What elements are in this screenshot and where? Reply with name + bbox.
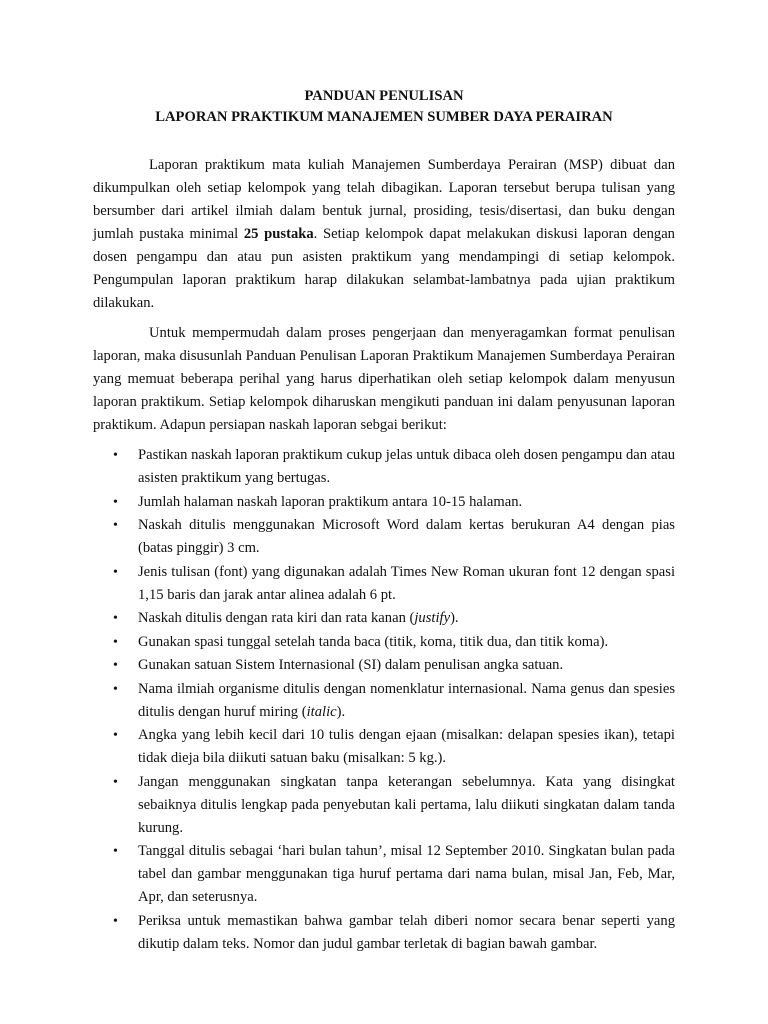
list-item <box>93 724 675 770</box>
list-item-text-b: ). <box>450 610 459 626</box>
list-item <box>93 491 675 514</box>
paragraph-1-bold: 25 pustaka <box>243 226 314 242</box>
list-item-text: Gunakan satuan Sistem Internasional (SI) dalam penulisan angka satuan. <box>138 657 564 673</box>
list-item-text: Jenis tulisan (font) yang digunakan adalah Times New Roman ukuran font 12 dengan spasi 1,15 baris dan jarak antar alinea adalah 6 pt. <box>138 563 675 603</box>
paragraph-1-text-b: . Setiap kelompok dapat melakukan diskusi laporan dengan dosen pengampu dan atau pun asisten praktikum yang mendampingi di setiap kelompok. Pengumpulan laporan praktikum harap dilakukan selambat-lambatnya pada ujian praktikum dilakukan. <box>93 226 675 311</box>
guideline-list <box>93 444 675 956</box>
list-item <box>93 631 675 654</box>
list-item <box>93 910 675 956</box>
bullet-icon: • <box>113 728 118 743</box>
bullet-icon: • <box>113 564 118 580</box>
list-item-text: Tanggal ditulis sebagai ‘hari bulan tahun’, misal 12 September 2010. Singkatan bulan pada tabel dan gambar menggunakan tiga huruf pertama dari nama bulan, misal Jan, Feb, Mar, Apr, dan seterusnya. <box>138 843 675 905</box>
list-item-italic: italic <box>306 703 337 720</box>
list-item-text-b: ). <box>336 703 346 720</box>
title-line-2: LAPORAN PRAKTIKUM MANAJEMEN SUMBER DAYA PERAIRAN <box>155 109 613 125</box>
bullet-icon: • <box>113 658 118 673</box>
list-item <box>93 840 675 909</box>
bullet-icon: • <box>113 518 118 533</box>
list-item-text: Pastikan naskah laporan praktikum cukup jelas untuk dibaca oleh dosen pengampu dan atau asisten praktikum yang bertugas. <box>138 447 675 486</box>
list-item <box>93 607 675 630</box>
list-item <box>93 444 675 490</box>
list-item-text: Gunakan spasi tunggal setelah tanda baca (titik, koma, titik dua, dan titik koma). <box>138 633 609 650</box>
bullet-icon: • <box>113 913 118 929</box>
list-item-text: Jumlah halaman naskah laporan praktikum antara 10-15 halaman. <box>138 493 523 510</box>
list-item <box>93 561 675 607</box>
list-item-text: Naskah ditulis menggunakan Microsoft Word dalam kertas berukuran A4 dengan pias (batas pinggir) 3 cm. <box>138 517 675 556</box>
paragraph-1 <box>93 154 675 315</box>
bullet-icon: • <box>113 448 118 463</box>
list-item <box>93 678 675 724</box>
bullet-icon: • <box>113 611 118 626</box>
list-item-text-a: Nama ilmiah organisme ditulis dengan nomenklatur internasional. Nama genus dan spesies ditulis dengan huruf miring ( <box>138 680 675 720</box>
list-item-text: Angka yang lebih kecil dari 10 tulis dengan ejaan (misalkan: delapan spesies ikan), tetapi tidak dieja bila diikuti satuan baku (misalkan: 5 kg.). <box>138 727 675 766</box>
list-item <box>93 771 675 840</box>
list-item-text: Jangan menggunakan singkatan tanpa keterangan sebelumnya. Kata yang disingkat sebaiknya ditulis lengkap pada penyebutan kali pertama, lalu diikuti singkatan dalam tanda kurung. <box>138 773 675 836</box>
list-item-italic: justify <box>414 610 451 626</box>
list-item <box>93 514 675 560</box>
document-title <box>93 86 675 128</box>
list-item-text-a: Naskah ditulis dengan rata kiri dan rata kanan ( <box>138 610 415 626</box>
list-item-text: Periksa untuk memastikan bahwa gambar telah diberi nomor secara benar seperti yang dikutip dalam teks. Nomor dan judul gambar terletak di bagian bawah gambar. <box>138 912 675 952</box>
bullet-icon: • <box>113 681 118 697</box>
paragraph-2: Untuk mempermudah dalam proses pengerjaan dan menyeragamkan format penulisan laporan, maka disusunlah Panduan Penulisan Laporan Praktikum Manajemen Sumberdaya Perairan yang memuat beberapa perihal yang harus diperhatikan oleh setiap kelompok dalam menyusun laporan praktikum. Setiap kelompok diharuskan mengikuti panduan ini dalam penyusunan laporan praktikum. Adapun persiapan naskah laporan sebgai berikut: <box>93 325 675 433</box>
title-line-1: PANDUAN PENULISAN <box>304 88 464 104</box>
bullet-icon: • <box>113 494 118 510</box>
bullet-icon: • <box>113 844 118 859</box>
title-spacer <box>93 128 675 154</box>
bullet-icon: • <box>113 634 118 650</box>
paragraph-1-text-a: Laporan praktikum mata kuliah Manajemen Sumberdaya Perairan (MSP) dibuat dan dikumpulkan oleh setiap kelompok yang telah dibagikan. Laporan tersebut berupa tulisan yang bersumber dari artikel ilmiah dalam bentuk jurnal, prosiding, tesis/disertasi, dan buku dengan jumlah pustaka minimal <box>93 157 675 242</box>
bullet-icon: • <box>113 774 118 790</box>
list-item <box>93 654 675 677</box>
